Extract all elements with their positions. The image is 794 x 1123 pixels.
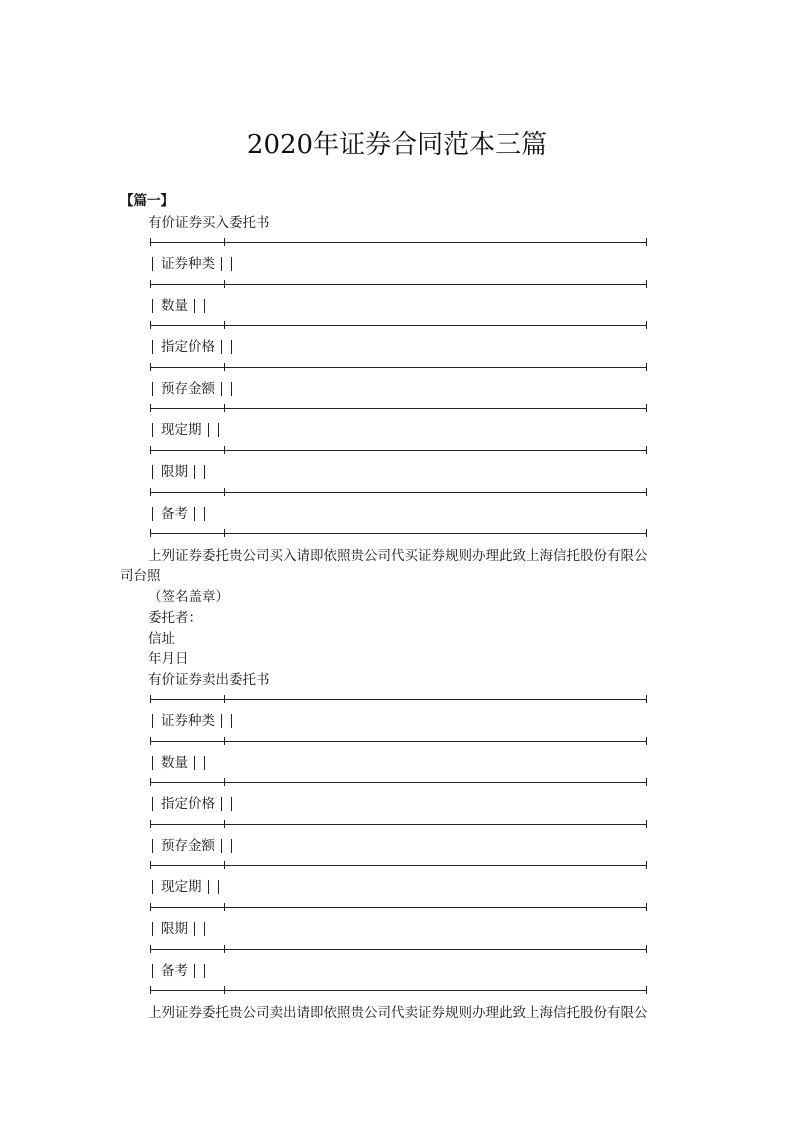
- row-label: 备考: [161, 506, 188, 522]
- row-label: 预存金额: [161, 381, 215, 397]
- cell-border: [194, 964, 195, 978]
- table-tick: [150, 820, 151, 828]
- row-label: 证券种类: [161, 713, 215, 729]
- cell-border: [152, 257, 153, 271]
- cell-border: [221, 340, 222, 354]
- table-tick: [150, 488, 151, 496]
- cell-border: [204, 299, 205, 313]
- cell-border: [231, 257, 232, 271]
- cell-border: [208, 880, 209, 894]
- table-tick: [224, 903, 225, 911]
- table-tick: [646, 238, 647, 246]
- cell-border: [194, 922, 195, 936]
- table-tick: [224, 404, 225, 412]
- cell-border: [194, 465, 195, 479]
- buy-order-table: [150, 242, 647, 533]
- sell-paragraph-line1: 上列证券委托贵公司卖出请即依照贵公司代卖证券规则办理此致上海信托股份有限公: [148, 1005, 648, 1021]
- cell-border: [152, 922, 153, 936]
- table-tick: [150, 695, 151, 703]
- buy-paragraph-line2: 司台照: [120, 568, 161, 584]
- buy-paragraph-line1: 上列证券委托贵公司买入请即依照贵公司代买证券规则办理此致上海信托股份有限公: [148, 548, 648, 564]
- table-tick: [646, 695, 647, 703]
- table-tick: [224, 238, 225, 246]
- table-tick: [646, 446, 647, 454]
- table-tick: [150, 903, 151, 911]
- cell-border: [204, 922, 205, 936]
- cell-border: [204, 507, 205, 521]
- table-tick: [150, 986, 151, 994]
- cell-border: [218, 423, 219, 437]
- table-tick: [646, 737, 647, 745]
- row-label: 备考: [161, 963, 188, 979]
- date-label: 年月日: [148, 651, 189, 667]
- table-tick: [150, 363, 151, 371]
- table-tick: [150, 529, 151, 537]
- cell-border: [204, 756, 205, 770]
- row-label: 现定期: [161, 879, 202, 895]
- cell-border: [221, 797, 222, 811]
- cell-border: [231, 797, 232, 811]
- table-tick: [224, 861, 225, 869]
- cell-border: [221, 257, 222, 271]
- document-title: 2020年证券合同范本三篇: [246, 130, 548, 160]
- cell-border: [152, 880, 153, 894]
- cell-border: [152, 964, 153, 978]
- table-tick: [646, 778, 647, 786]
- cell-border: [152, 423, 153, 437]
- row-label: 指定价格: [161, 796, 215, 812]
- cell-border: [152, 299, 153, 313]
- section-label: 【篇一】: [120, 193, 174, 209]
- cell-border: [231, 839, 232, 853]
- table-tick: [646, 529, 647, 537]
- cell-border: [204, 465, 205, 479]
- cell-border: [152, 797, 153, 811]
- table-tick: [224, 488, 225, 496]
- table-tick: [150, 238, 151, 246]
- cell-border: [194, 756, 195, 770]
- client-label: 委托者：: [148, 610, 202, 626]
- table-tick: [150, 861, 151, 869]
- table-tick: [646, 363, 647, 371]
- table-tick: [224, 446, 225, 454]
- row-label: 数量: [161, 298, 188, 314]
- table-tick: [646, 280, 647, 288]
- sell-heading: 有价证券卖出委托书: [148, 672, 270, 688]
- table-tick: [646, 820, 647, 828]
- table-tick: [224, 820, 225, 828]
- table-tick: [224, 737, 225, 745]
- cell-border: [152, 507, 153, 521]
- row-label: 预存金额: [161, 838, 215, 854]
- row-label: 证券种类: [161, 256, 215, 272]
- row-label: 限期: [161, 464, 188, 480]
- table-tick: [150, 280, 151, 288]
- cell-border: [221, 839, 222, 853]
- table-tick: [150, 737, 151, 745]
- cell-border: [152, 756, 153, 770]
- cell-border: [218, 880, 219, 894]
- table-tick: [224, 280, 225, 288]
- cell-border: [152, 714, 153, 728]
- table-tick: [646, 945, 647, 953]
- table-tick: [150, 945, 151, 953]
- cell-border: [204, 964, 205, 978]
- row-label: 限期: [161, 921, 188, 937]
- table-tick: [646, 321, 647, 329]
- cell-border: [221, 382, 222, 396]
- cell-border: [152, 340, 153, 354]
- table-tick: [646, 986, 647, 994]
- table-tick: [646, 488, 647, 496]
- table-tick: [150, 404, 151, 412]
- table-tick: [224, 778, 225, 786]
- signature-label: （签名盖章）: [148, 589, 229, 605]
- table-tick: [150, 778, 151, 786]
- sell-order-table: [150, 699, 647, 990]
- cell-border: [152, 382, 153, 396]
- table-tick: [224, 695, 225, 703]
- table-tick: [150, 446, 151, 454]
- cell-border: [231, 340, 232, 354]
- row-label: 数量: [161, 755, 188, 771]
- row-label: 现定期: [161, 422, 202, 438]
- table-tick: [646, 404, 647, 412]
- table-tick: [150, 321, 151, 329]
- cell-border: [152, 465, 153, 479]
- row-label: 指定价格: [161, 339, 215, 355]
- table-tick: [224, 363, 225, 371]
- cell-border: [152, 839, 153, 853]
- cell-border: [194, 299, 195, 313]
- table-tick: [224, 986, 225, 994]
- table-tick: [224, 945, 225, 953]
- table-tick: [224, 321, 225, 329]
- table-tick: [646, 903, 647, 911]
- table-tick: [646, 861, 647, 869]
- buy-heading: 有价证券买入委托书: [148, 215, 270, 231]
- cell-border: [208, 423, 209, 437]
- cell-border: [194, 507, 195, 521]
- table-tick: [224, 529, 225, 537]
- cell-border: [221, 714, 222, 728]
- address-label: 信址: [148, 631, 175, 647]
- cell-border: [231, 382, 232, 396]
- cell-border: [231, 714, 232, 728]
